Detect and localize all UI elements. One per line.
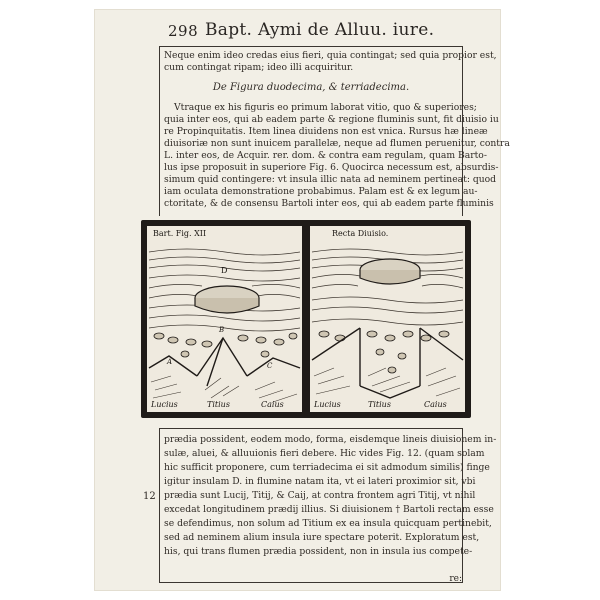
text-line: se defendimus, non solum ad Titium ex ea insula quicquam pertinebit, — [164, 518, 492, 529]
text-line: L. inter eos, de Acquir. rer. dom. & contra eam regulam, quam Barto- — [164, 150, 487, 161]
text-line: simum quid contingere: vt insula illic nata ad neminem pertineat: quod — [164, 174, 497, 185]
figure-panel-correct — [310, 226, 465, 412]
margin-figure-number: 12 — [143, 491, 156, 502]
figure-panel-bartolus — [147, 226, 302, 412]
plot-label-titius-right: Titius — [368, 400, 391, 409]
plot-label-titius: Titius — [207, 400, 230, 409]
text-line: re Propinquitatis. Item linea diuidens non est vnica. Rursus hæ lineæ — [164, 126, 488, 137]
figure-title-right: Recta Diuisio. — [332, 229, 389, 238]
text-line: hic sufficit proponere, cum terriadecima ei sit admodum similis) finge — [164, 462, 490, 473]
text-line: Neque enim ideo credas eius fieri, quia contingat; sed quia propior est, — [164, 50, 497, 61]
plot-label-lucius: Lucius — [151, 400, 178, 409]
text-line: sed ad neminem alium insula iure spectare poterit. Exploratum est, — [164, 532, 480, 543]
text-line: Vtraque ex his figuris eo primum laborat vitio, quo & superiores; — [174, 102, 477, 113]
island-label: D — [221, 266, 228, 275]
text-line: prædia sunt Lucij, Titij, & Caij, at contra frontem agri Titij, vt nihil — [164, 490, 476, 501]
text-line: sulæ, aluei, & alluuionis fieri debere. Hic vides Fig. 12. (quam solam — [164, 448, 485, 459]
text-line: iam oculata demonstratione probabimus. Palam est & ex legum au- — [164, 186, 478, 197]
text-line: diuisoriæ non sunt inuicem parallelæ, neque ad flumen peruenitur, contra — [164, 138, 510, 149]
text-line: ctoritate, & de consensu Bartoli inter eos, qui ab eadem parte fluminis — [164, 198, 494, 209]
text-line: lus ipse proposuit in superiore Fig. 6. Quocirca necessum est, absurdis- — [164, 162, 499, 173]
page-header — [95, 18, 500, 46]
book-page — [95, 10, 510, 590]
plot-label-lucius-right: Lucius — [314, 400, 341, 409]
text-line: cum contingat ripam; ideo illi acquiritur. — [164, 62, 354, 73]
section-heading: De Figura duodecima, & terriadecima. — [212, 82, 410, 93]
figure-title-left: Bart. Fig. XII — [153, 229, 207, 238]
point-label-b: B — [219, 326, 225, 334]
catchword: re: — [449, 574, 462, 584]
text-line: excedat longitudinem prædij illius. Si diuisionem † Bartoli rectam esse — [164, 504, 494, 515]
page-number: 298 — [168, 22, 199, 40]
point-label-a: A — [167, 358, 173, 366]
plot-label-caius: Caius — [261, 400, 284, 409]
running-head: Bapt. Aymi de Alluu. iure. — [205, 20, 435, 40]
text-line: prædia possident, eodem modo, forma, eisdemque lineis diuisionem in- — [164, 434, 497, 445]
woodcut-figure — [141, 220, 471, 418]
text-line: quia inter eos, qui ab eadem parte & regione fluminis sunt, fit diuisio iu — [164, 114, 499, 125]
text-line: igitur insulam D. in flumine natam ita, vt ei lateri proximior sit, vbi — [164, 476, 476, 487]
point-label-c: C — [267, 362, 273, 370]
lower-text-block — [159, 428, 497, 583]
text-line: his, qui trans flumen prædia possident, non in insula ius compete- — [164, 546, 473, 557]
plot-label-caius-right: Caius — [424, 400, 447, 409]
upper-text-block — [159, 46, 510, 216]
